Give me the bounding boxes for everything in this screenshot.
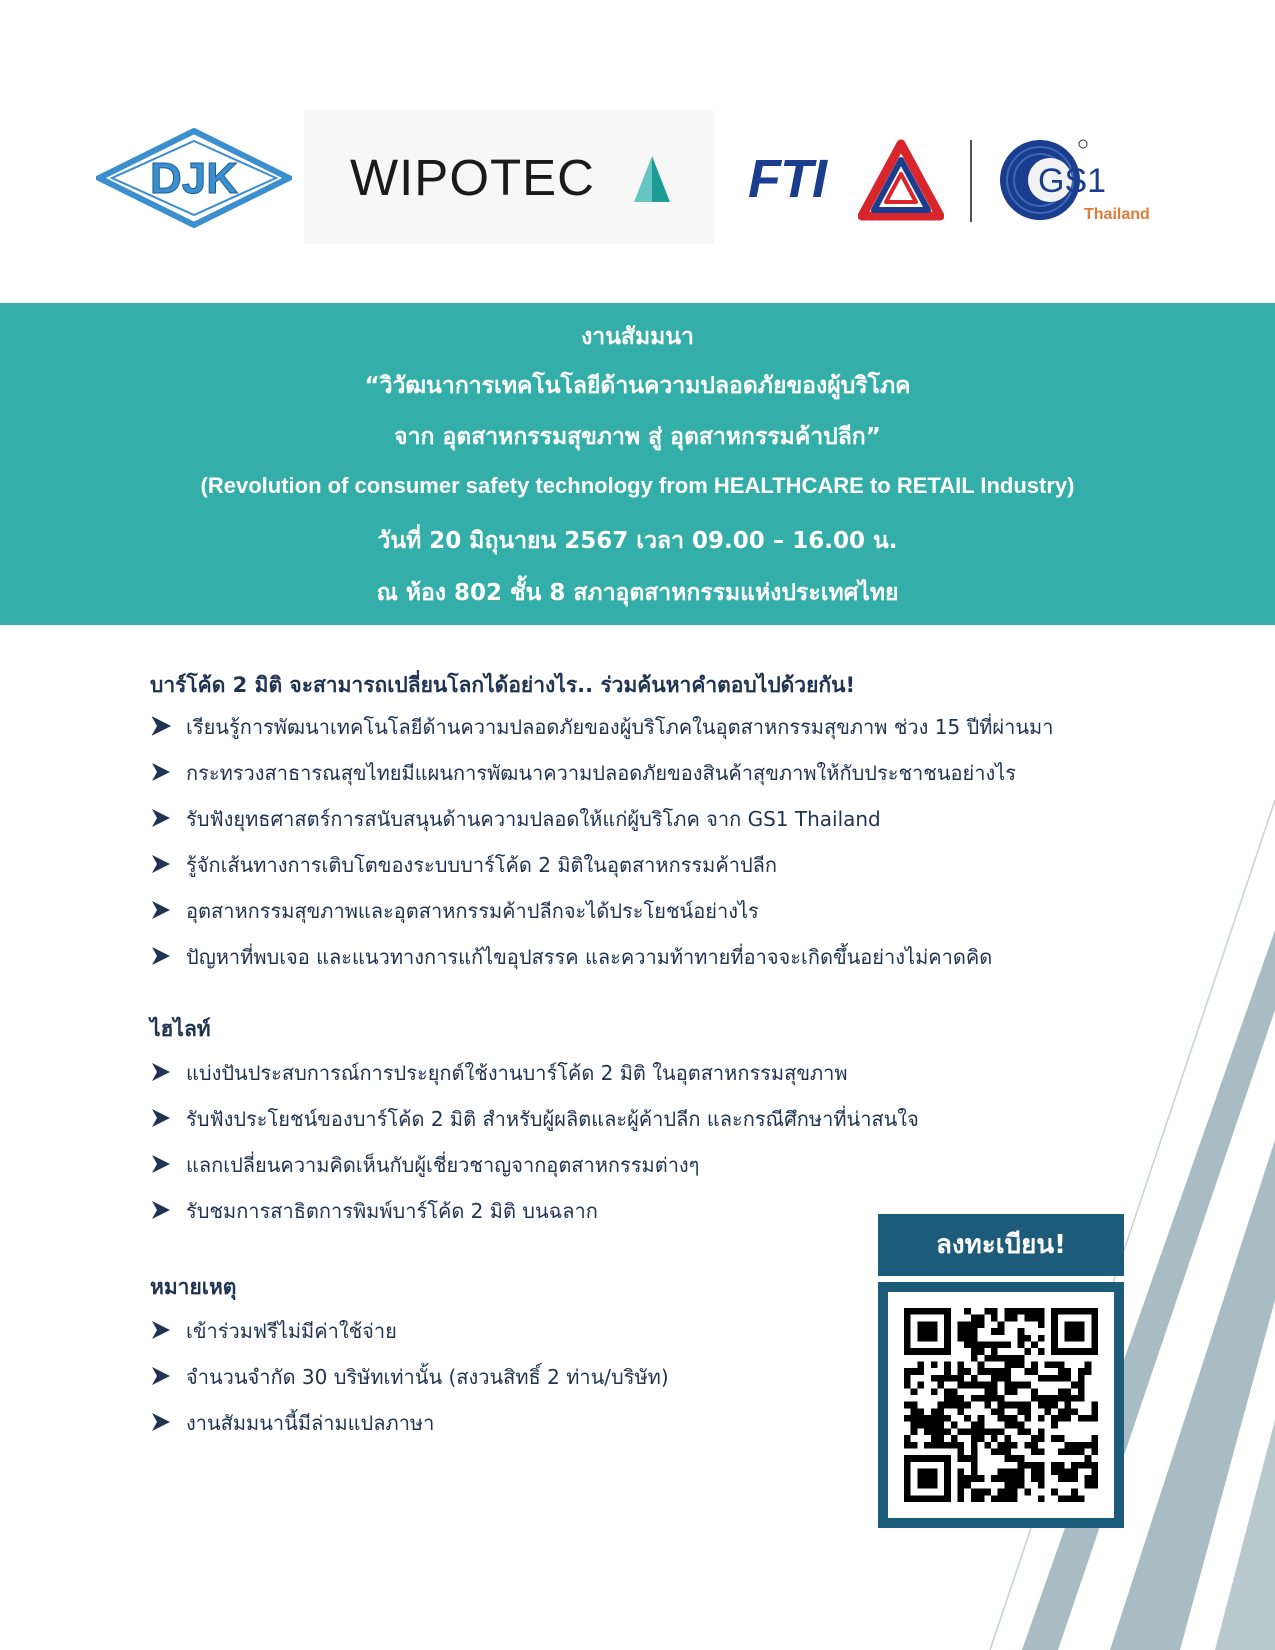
arrow-bullet-icon bbox=[150, 945, 172, 967]
register-button[interactable]: ลงทะเบียน! bbox=[878, 1214, 1124, 1276]
list-item-text: งานสัมมนานี้มีล่ามแปลภาษา bbox=[186, 1411, 435, 1435]
list-item bbox=[150, 1104, 1130, 1150]
banner-english-title: (Revolution of consumer safety technology from HEALTHCARE to RETAIL Industry) bbox=[200, 473, 1075, 498]
arrow-bullet-icon bbox=[150, 899, 172, 921]
list-item-text: รับฟังยุทธศาสตร์การสนับสนุนด้านความปลอดให้แก่ผู้บริโภค จาก GS1 Thailand bbox=[186, 807, 881, 831]
wipotec-wordmark: WIPOTEC bbox=[350, 149, 595, 206]
list-item-text: รู้จักเส้นทางการเติบโตของระบบบาร์โค้ด 2 มิติในอุตสาหกรรมค้าปลีก bbox=[186, 853, 778, 877]
list-item-text: รับฟังประโยชน์ของบาร์โค้ด 2 มิติ สำหรับผู้ผลิตและผู้ค้าปลีก และกรณีศึกษาที่น่าสนใจ bbox=[186, 1107, 919, 1131]
list-item bbox=[150, 758, 1130, 804]
banner-topic-line1: “วิวัฒนาการเทคโนโลยีด้านความปลอดภัยของผู้บริโภค bbox=[364, 373, 911, 399]
arrow-bullet-icon bbox=[150, 715, 172, 737]
arrow-bullet-icon bbox=[150, 1365, 172, 1387]
list-item bbox=[150, 804, 1130, 850]
wipotec-triangle-icon bbox=[634, 156, 670, 202]
arrow-bullet-icon bbox=[150, 761, 172, 783]
arrow-bullet-icon bbox=[150, 1411, 172, 1433]
wipotec-logo bbox=[304, 110, 714, 244]
arrow-bullet-icon bbox=[150, 1153, 172, 1175]
fti-wordmark: FTI bbox=[748, 149, 826, 209]
event-banner bbox=[0, 303, 1275, 625]
list-item-text: แบ่งปันประสบการณ์การประยุกต์ใช้งานบาร์โค้ด 2 มิติ ในอุตสาหกรรมสุขภาพ bbox=[186, 1061, 848, 1085]
list-item-text: กระทรวงสาธารณสุขไทยมีแผนการพัฒนาความปลอดภัยของสินค้าสุขภาพให้กับประชาชนอย่างไร bbox=[186, 761, 1017, 785]
qr-code-area bbox=[888, 1292, 1114, 1518]
arrow-bullet-icon bbox=[150, 1199, 172, 1221]
djk-logo bbox=[96, 128, 292, 228]
section-heading-highlights: ไฮไลท์ bbox=[150, 1017, 211, 1041]
list-item-text: เรียนรู้การพัฒนาเทคโนโลยีด้านความปลอดภัยของผู้บริโภคในอุตสาหกรรมสุขภาพ ช่วง 15 ปีที่ผ่านมา bbox=[186, 715, 1054, 739]
register-qr-code[interactable] bbox=[878, 1282, 1124, 1528]
banner-topic-line2: จาก อุตสาหกรรมสุขภาพ สู่ อุตสาหกรรมค้าปลีก” bbox=[394, 424, 881, 450]
fti-triangle-icon bbox=[858, 138, 944, 224]
list-item bbox=[150, 1150, 1130, 1196]
arrow-bullet-icon bbox=[150, 807, 172, 829]
list-item-text: จำนวนจำกัด 30 บริษัทเท่านั้น (สงวนสิทธิ์ 2 ท่าน/บริษัท) bbox=[186, 1365, 669, 1389]
section-heading-notes: หมายเหตุ bbox=[150, 1275, 237, 1299]
list-item-text: รับชมการสาธิตการพิมพ์บาร์โค้ด 2 มิติ บนฉลาก bbox=[186, 1199, 598, 1223]
banner-date-time: วันที่ 20 มิถุนายน 2567 เวลา 09.00 – 16.00 น. bbox=[377, 528, 898, 554]
gs1-logo bbox=[998, 138, 1158, 230]
list-item-text: อุตสาหกรรมสุขภาพและอุตสาหกรรมค้าปลีกจะได้ประโยชน์อย่างไร bbox=[186, 899, 759, 923]
banner-title: งานสัมมนา bbox=[581, 324, 694, 350]
list-item bbox=[150, 712, 1130, 758]
list-item bbox=[150, 850, 1130, 896]
arrow-bullet-icon bbox=[150, 1107, 172, 1129]
arrow-bullet-icon bbox=[150, 853, 172, 875]
fti-logo bbox=[748, 138, 944, 224]
qr-code-icon bbox=[904, 1308, 1098, 1502]
list-item-text: แลกเปลี่ยนความคิดเห็นกับผู้เชี่ยวชาญจากอุตสาหกรรมต่างๆ bbox=[186, 1153, 700, 1177]
list-item-text: เข้าร่วมฟรีไม่มีค่าใช้จ่าย bbox=[186, 1319, 397, 1343]
arrow-bullet-icon bbox=[150, 1319, 172, 1341]
list-item-text: ปัญหาที่พบเจอ และแนวทางการแก้ไขอุปสรรค และความท้าทายที่อาจจะเกิดขึ้นอย่างไม่คาดคิด bbox=[186, 945, 993, 969]
list-item bbox=[150, 896, 1130, 942]
list-item bbox=[150, 1058, 1130, 1104]
arrow-bullet-icon bbox=[150, 1061, 172, 1083]
logo-divider bbox=[970, 140, 972, 222]
svg-text:DJK: DJK bbox=[149, 154, 239, 203]
section-heading-intro: บาร์โค้ด 2 มิติ จะสามารถเปลี่ยนโลกได้อย่างไร.. ร่วมค้นหาคำตอบไปด้วยกัน! bbox=[150, 673, 856, 697]
list-item bbox=[150, 942, 1130, 988]
gs1-country-label: Thailand bbox=[1084, 206, 1150, 223]
svg-text:GS1: GS1 bbox=[1038, 162, 1107, 200]
intro-list bbox=[150, 712, 1130, 988]
banner-venue: ณ ห้อง 802 ชั้น 8 สภาอุตสาหกรรมแห่งประเทศไทย bbox=[376, 580, 899, 606]
